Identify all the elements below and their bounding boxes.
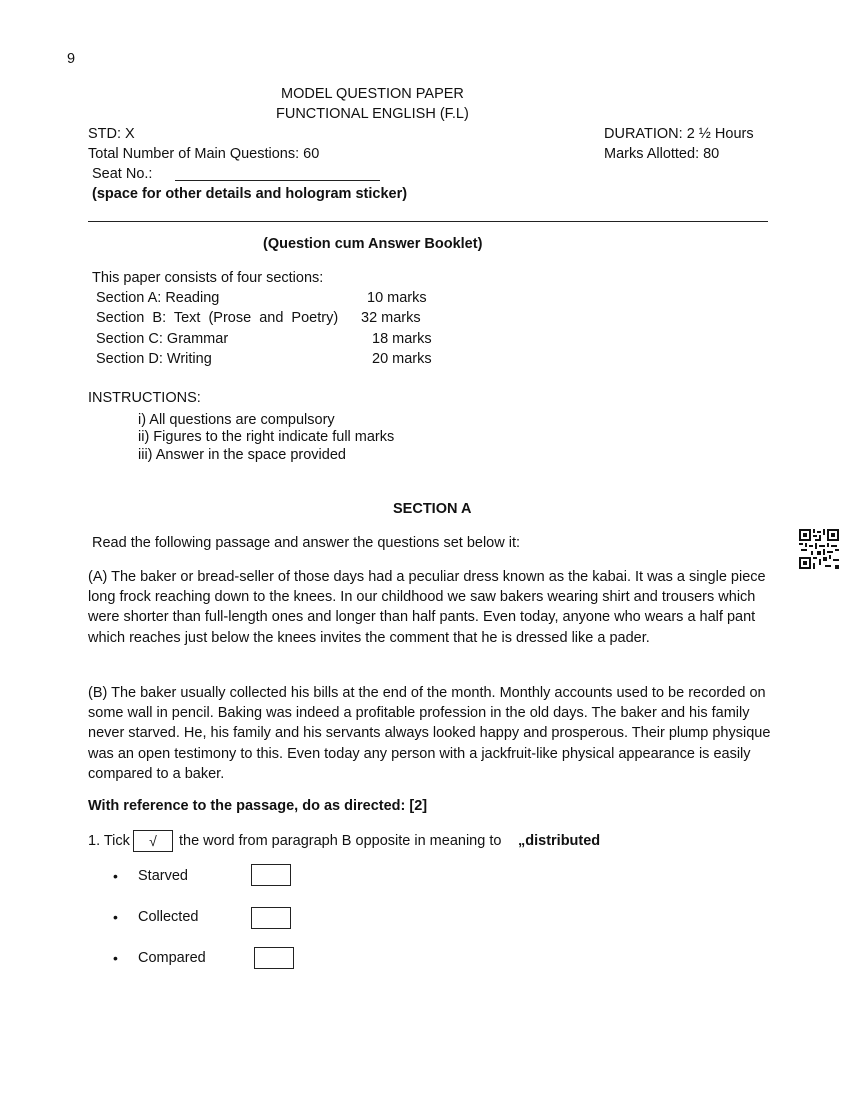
passage-paragraph-a: (A) The baker or bread-seller of those days had a peculiar dress known as the kabai. It was a single piece long frock reaching down to the knees. In our childhood we saw bakers wearing shirt and trousers which were shorter than full-length ones and longer than half pants. Even today, anyone who wears a half pant which reaches just below the knees invites the comment that he is dressed like a pader.: [88, 569, 766, 646]
option-label: Starved: [138, 868, 188, 884]
passage-intro: Read the following passage and answer the questions set below it:: [92, 535, 521, 551]
instruction-item: i) All questions are compulsory: [138, 412, 335, 428]
section-name: Section A: Reading: [96, 290, 220, 306]
question-1-keyword: „distributed: [518, 833, 601, 849]
directive-heading: With reference to the passage, do as directed: [2]: [88, 798, 428, 814]
section-name: Section B: Text (Prose and Poetry): [96, 310, 339, 326]
option-checkbox[interactable]: [251, 907, 291, 929]
booklet-label: (Question cum Answer Booklet): [263, 236, 483, 252]
instruction-item: ii) Figures to the right indicate full marks: [138, 429, 395, 445]
duration-label: DURATION: 2 ½ Hours: [604, 126, 754, 142]
section-marks: 18 marks: [372, 331, 432, 347]
seat-no-label: Seat No.:: [92, 166, 153, 182]
option-label: Compared: [138, 950, 206, 966]
bullet-icon: •: [113, 868, 118, 884]
total-questions-label: Total Number of Main Questions: 60: [88, 146, 320, 162]
option-checkbox[interactable]: [251, 864, 291, 886]
sections-intro: This paper consists of four sections:: [92, 270, 324, 286]
std-label: STD: X: [88, 126, 135, 142]
question-1-prefix: 1. Tick: [88, 833, 130, 849]
passage-paragraph-b: (B) The baker usually collected his bills at the end of the month. Monthly accounts used to be recorded on some wall in pencil. Baking was indeed a profitable profession in the old days. The baker and his family never starved. He, his family and his servants always looked happy and prosperous. Their plump physique was an open testimony to this. Even today any person with a jackfruit-like physical appearance is easily compared to a baker.: [88, 685, 771, 782]
seat-no-field[interactable]: [175, 180, 380, 181]
tick-symbol-box: √: [133, 830, 173, 852]
option-label: Collected: [138, 909, 199, 925]
hologram-note: (space for other details and hologram sticker): [92, 186, 408, 202]
section-marks: 32 marks: [361, 310, 421, 326]
bullet-icon: •: [113, 950, 118, 966]
marks-allotted-label: Marks Allotted: 80: [604, 146, 720, 162]
page-number: 9: [67, 51, 76, 67]
instruction-item: iii) Answer in the space provided: [138, 447, 346, 463]
header-divider: [88, 221, 768, 222]
instructions-heading: INSTRUCTIONS:: [88, 390, 201, 406]
qr-code: [799, 529, 839, 569]
section-marks: 20 marks: [372, 351, 432, 367]
paper-subject: FUNCTIONAL ENGLISH (F.L): [276, 106, 469, 122]
paper-title: MODEL QUESTION PAPER: [281, 86, 464, 102]
section-name: Section D: Writing: [96, 351, 212, 367]
section-name: Section C: Grammar: [96, 331, 229, 347]
section-marks: 10 marks: [367, 290, 427, 306]
option-checkbox[interactable]: [254, 947, 294, 969]
section-a-title: SECTION A: [393, 501, 472, 517]
question-1-text: the word from paragraph B opposite in meaning to: [179, 833, 502, 849]
bullet-icon: •: [113, 909, 118, 925]
